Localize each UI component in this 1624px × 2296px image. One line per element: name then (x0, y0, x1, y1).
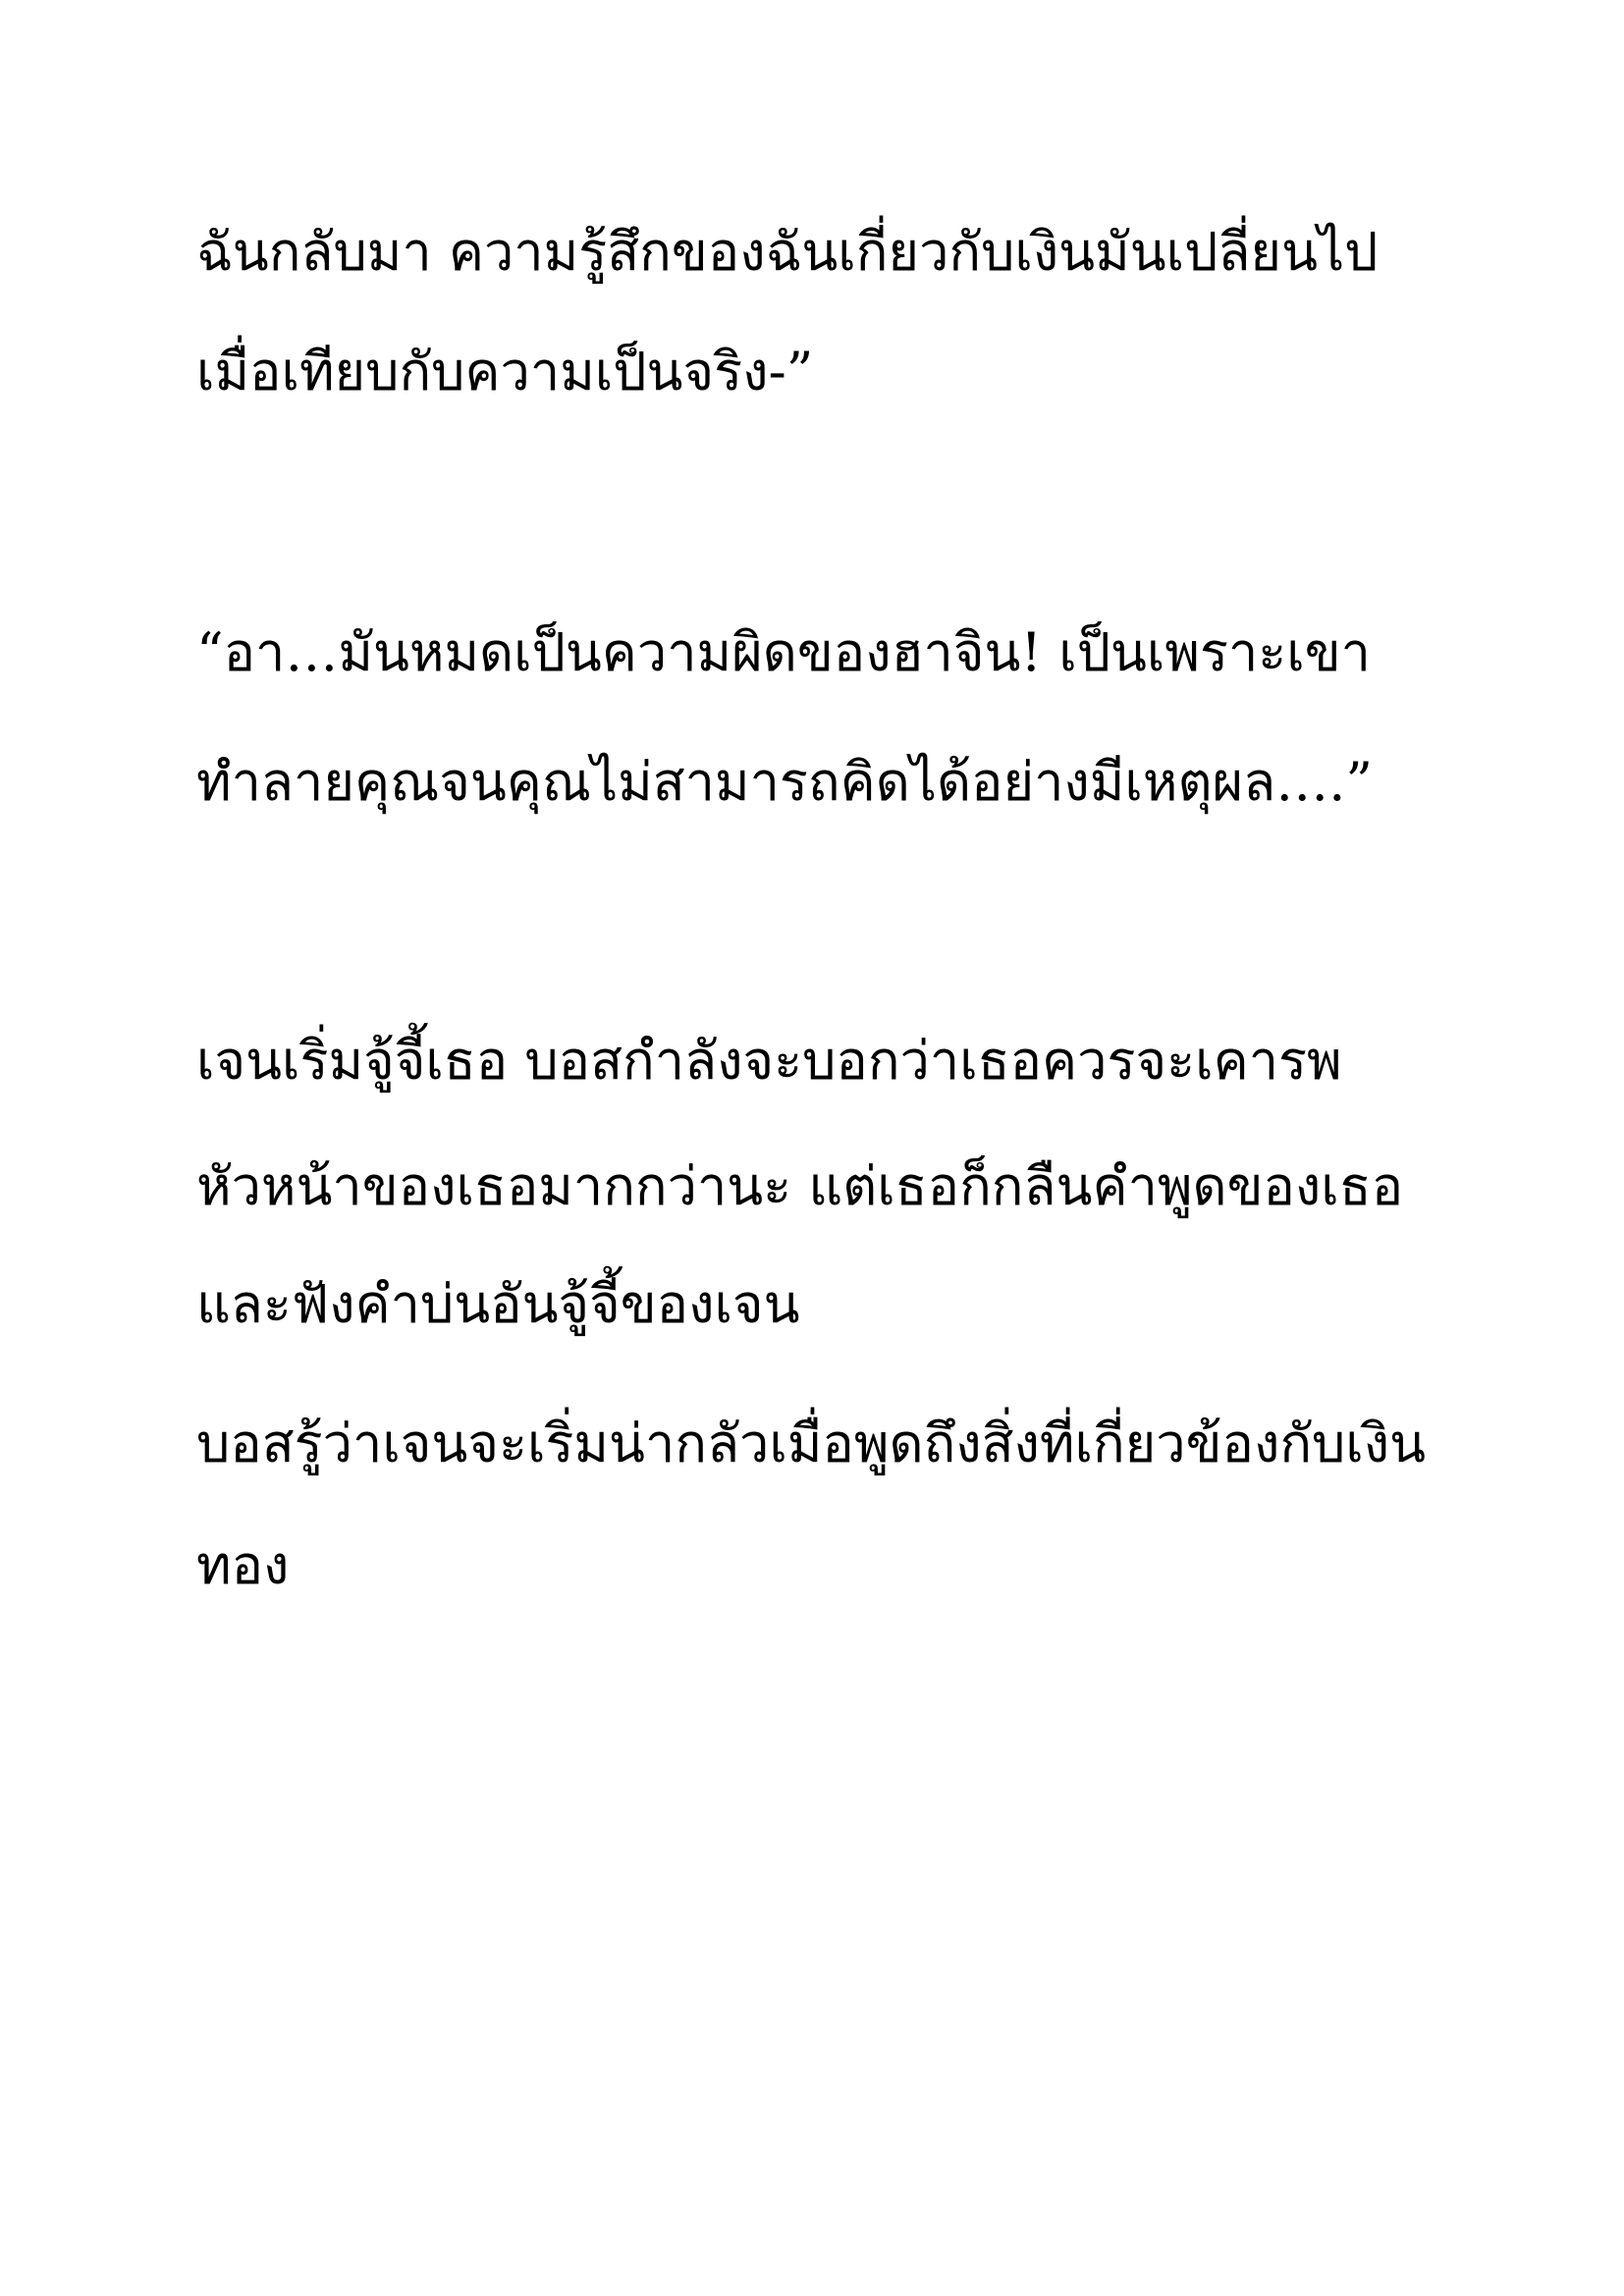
text-line: เมื่อเทียบกับความเป็นจริง-” (196, 341, 814, 402)
text-line: หัวหน้าของเธอมากกว่านะ แต่เธอก็กลืนคำพูดของเธอ (196, 1155, 1404, 1217)
text-line: และฟังคำบ่นอันจู้จี้ของเจน (196, 1273, 800, 1335)
text-line: เจนเริ่มจู้จี้เธอ บอสกำลังจะบอกว่าเธอควรจะเคารพ (196, 1030, 1342, 1092)
text-line: บอสรู้ว่าเจนจะเริ่มน่ากลัวเมื่อพูดถึงสิ่งที่เกี่ยวข้องกับเงิน (196, 1413, 1427, 1474)
text-line: “อา…มันหมดเป็นความผิดของฮาจิน! เป็นเพราะเขา (196, 621, 1371, 683)
text-line: ทำลายคุณจนคุณไม่สามารถคิดได้อย่างมีเหตุผล….” (196, 751, 1374, 813)
text-line: ทอง (196, 1534, 290, 1596)
text-line: ฉันกลับมา ความรู้สึกของฉันเกี่ยวกับเงินมันเปลี่ยนไป (196, 221, 1379, 283)
